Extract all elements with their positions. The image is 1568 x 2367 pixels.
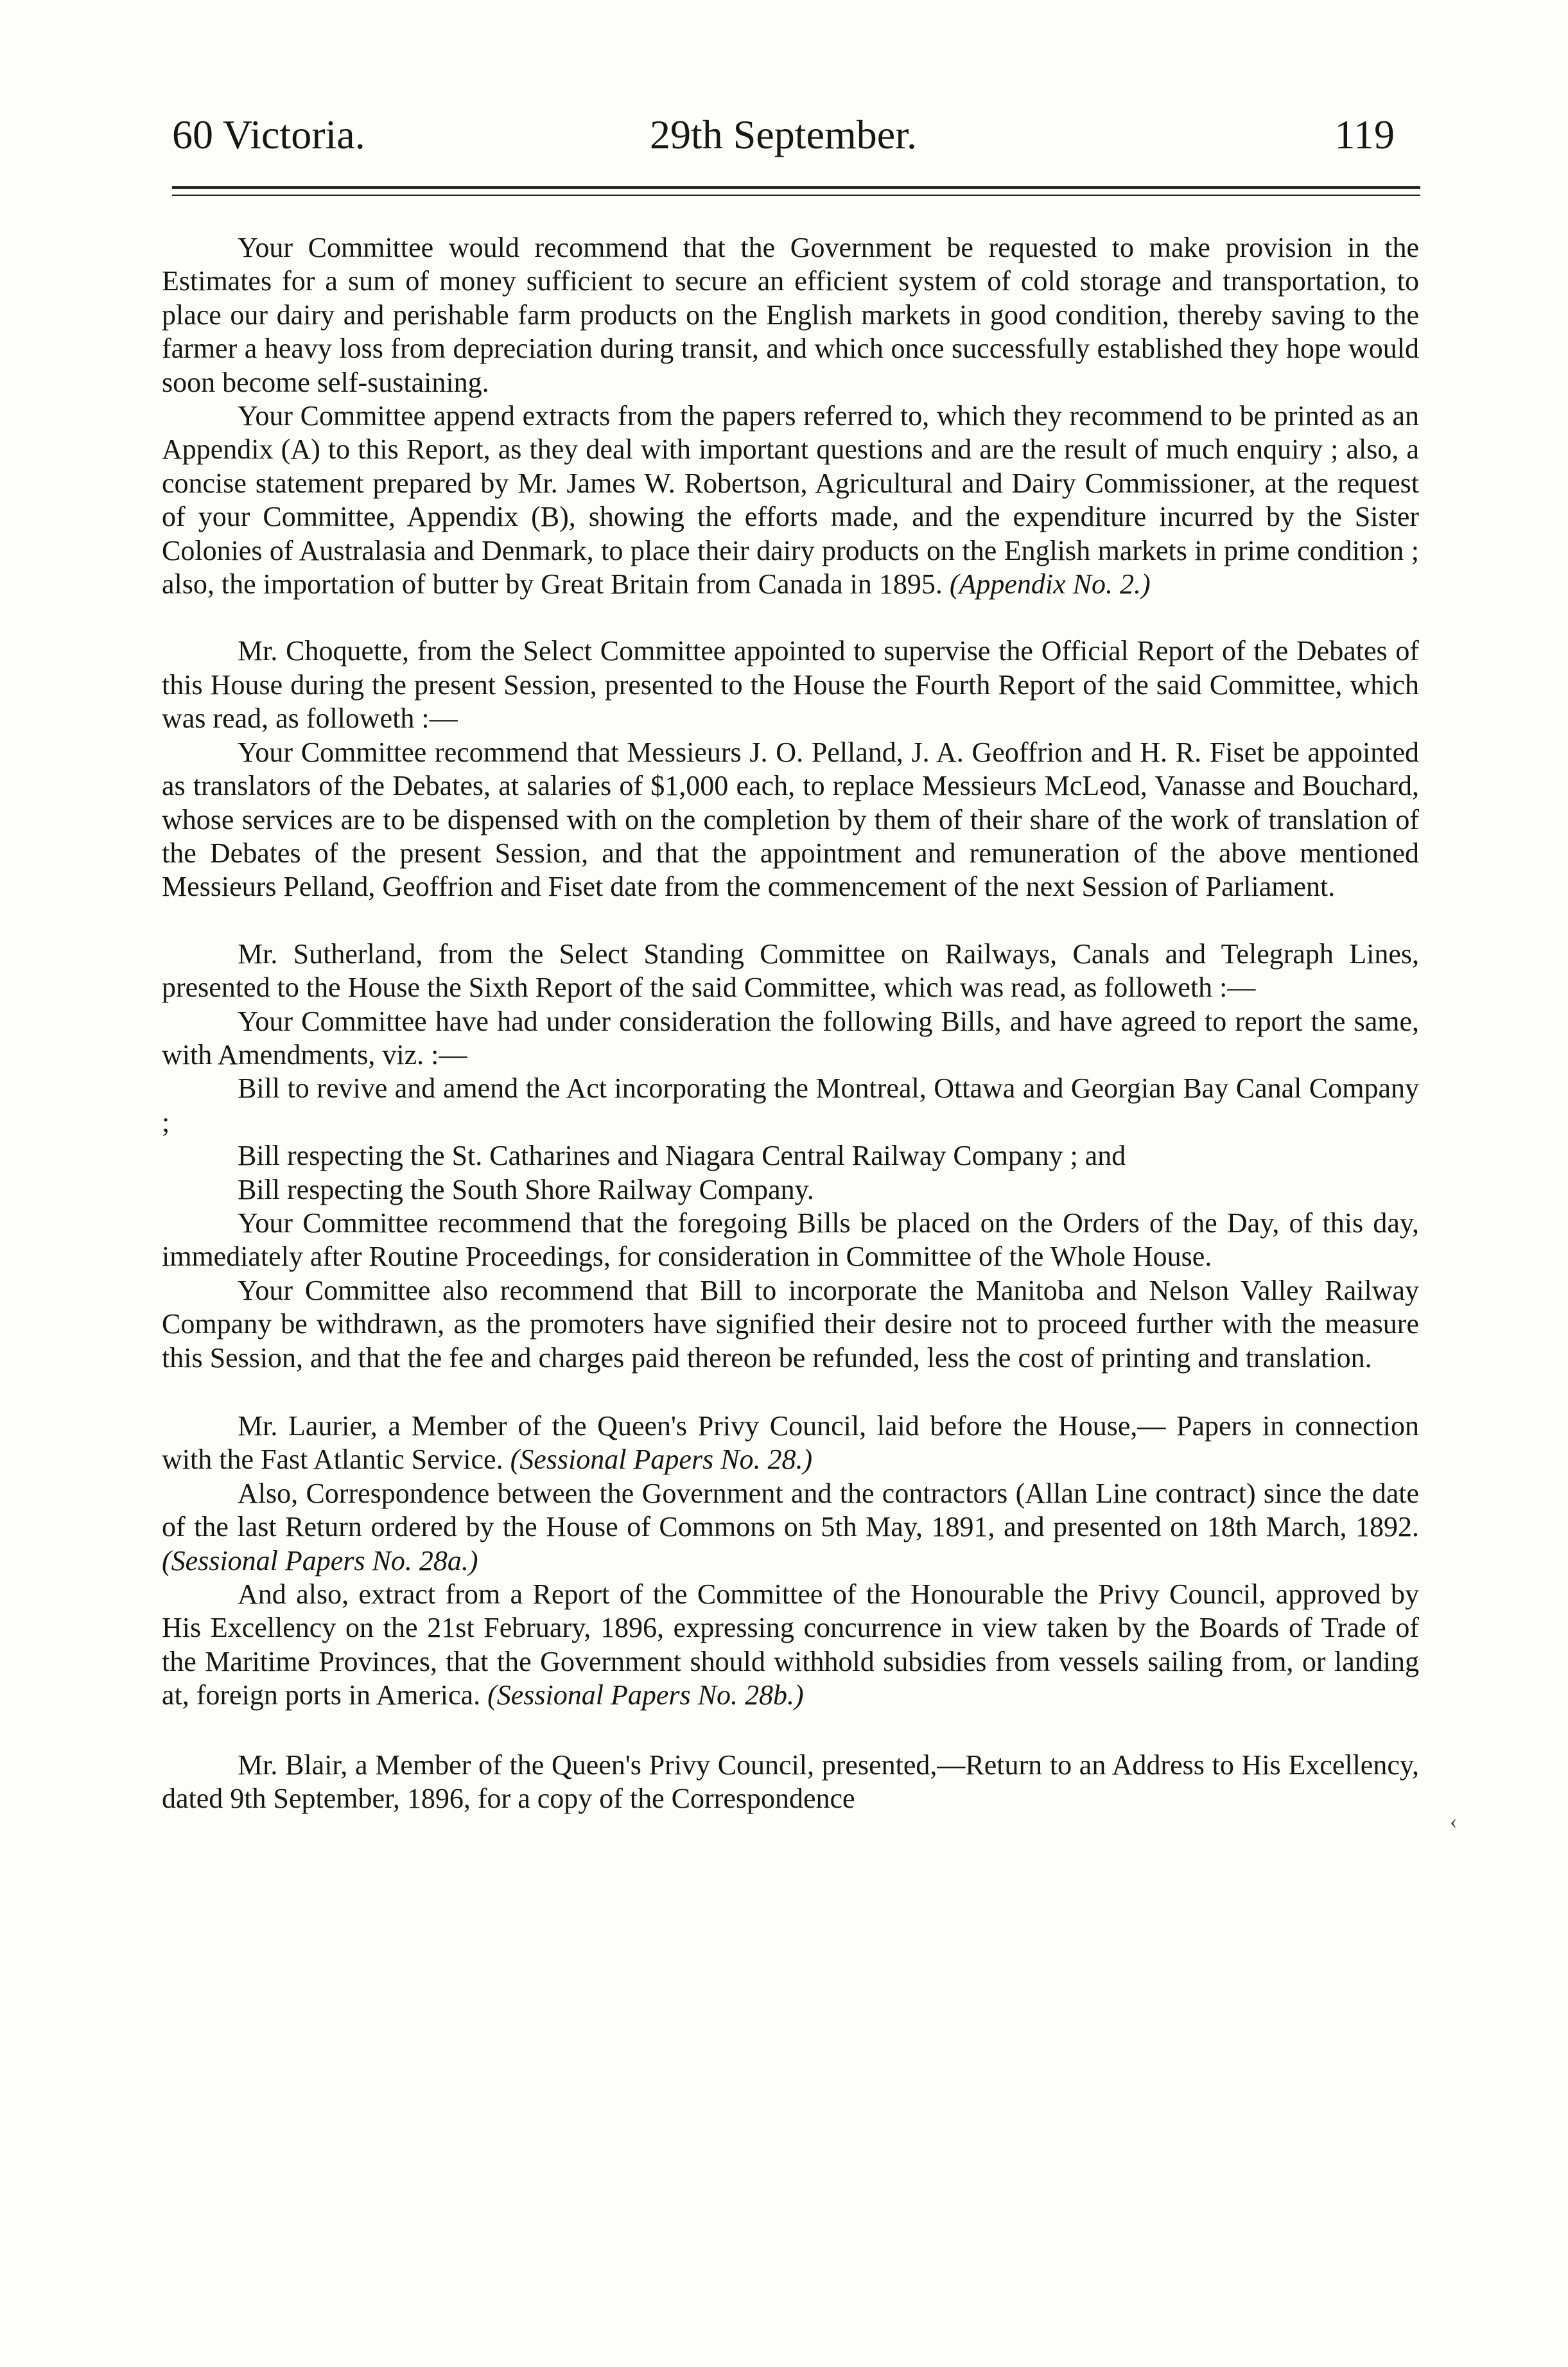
paragraph-sutherland: Mr. Sutherland, from the Select Standing Committee on Railways, Canals and Telegraph Lines, presented to the House the Sixth Report of the said Committee, which was read, as followeth :— [162, 938, 1419, 1004]
header-date: 29th September. [650, 112, 917, 157]
paragraph-laurier-text: Mr. Laurier, a Member of the Queen's Privy Council, laid before the House,— Papers in connection with the Fast Atlantic Service. [162, 1410, 1419, 1476]
bill-item-montreal-ottawa: Bill to revive and amend the Act incorporating the Montreal, Ottawa and Georgian Bay Canal Company ; [162, 1072, 1419, 1138]
paragraph-appendix [162, 399, 1419, 601]
header-rule-thin [172, 195, 1420, 196]
paragraph-appendix-text: Your Committee append extracts from the papers referred to, which they recommend to be printed as an Appendix (A) to this Report, as they deal with important questions and are the result of much enquiry ; also, a concise statement prepared by Mr. James W. Robertson, Agricultural and Dairy Commissioner, at the request of your Committee, Appendix (B), showing the efforts made, and the expenditure incurred by the Sister Colonies of Australasia and Denmark, to place their dairy products on the English markets in prime condition ; also, the importation of butter by Great Britain from Canada in 1895. [162, 400, 1419, 600]
paragraph-privy-council-extract-text: And also, extract from a Report of the Committee of the Honourable the Privy Council, approved by His Excellency on the 21st February, 1896, expressing concurrence in view taken by the Boards of Trade of the Maritime Provinces, that the Government should withhold subsidies from vessels sailing from, or landing at, foreign ports in America. [162, 1578, 1419, 1711]
paragraph-translators: Your Committee recommend that Messieurs J. O. Pelland, J. A. Geoffrion and H. R. Fiset be appointed as translators of the Debates, at salaries of $1,000 each, to replace Messieurs McLeod, Vanasse and Bouchard, whose services are to be dispensed with on the completion by them of their share of the work of translation of the Debates of the present Session, and that the appointment and remuneration of the above mentioned Messieurs Pelland, Geoffrion and Fiset date from the commencement of the next Session of Parliament. [162, 736, 1419, 903]
paragraph-correspondence-text: Also, Correspondence between the Government and the contractors (Allan Line contract) since the date of the last Return ordered by the House of Commons on 5th May, 1891, and presented on 18th March, 1892. [162, 1477, 1419, 1543]
paragraph-bills-intro: Your Committee have had under consideration the following Bills, and have agreed to report the same, with Amendments, viz. :— [162, 1005, 1419, 1070]
running-header [172, 103, 1407, 167]
sessional-paper-28a: (Sessional Papers No. 28a.) [162, 1544, 478, 1577]
paragraph-blair: Mr. Blair, a Member of the Queen's Privy Council, presented,—Return to an Address to His Excellency, dated 9th September, 1896, for a copy of the Correspondence [162, 1749, 1419, 1815]
paragraph-laurier [162, 1410, 1419, 1477]
sessional-paper-28b: (Sessional Papers No. 28b.) [487, 1679, 804, 1711]
bill-item-st-catharines: Bill respecting the St. Catharines and Niagara Central Railway Company ; and [238, 1140, 1126, 1172]
appendix-reference: (Appendix No. 2.) [949, 568, 1151, 600]
header-rule-thick [172, 186, 1420, 189]
paragraph-correspondence [162, 1477, 1419, 1578]
paragraph-manitoba-nelson: Your Committee also recommend that Bill to incorporate the Manitoba and Nelson Valley Railway Company be withdrawn, as the promoters have signified their desire not to proceed further with the measure this Session, and that the fee and charges paid thereon be refunded, less the cost of printing and translation. [162, 1274, 1419, 1374]
bill-item-south-shore: Bill respecting the South Shore Railway Company. [238, 1173, 814, 1205]
margin-mark: ‹ [1450, 1810, 1458, 1833]
header-regnal-year: 60 Victoria. [172, 112, 365, 157]
paragraph-orders-of-day: Your Committee recommend that the foregoing Bills be placed on the Orders of the Day, of this day, immediately after Routine Proceedings, for consideration in Committee of the Whole House. [162, 1207, 1419, 1273]
paragraph-privy-council-extract [162, 1578, 1419, 1713]
paragraph-cold-storage: Your Committee would recommend that the Government be requested to make provision in the Estimates for a sum of money sufficient to secure an efficient system of cold storage and transportation, to place our dairy and perishable farm products on the English markets in good condition, thereby saving to the farmer a heavy loss from depreciation during transit, and which once successfully established they hope would soon become self-sustaining. [162, 232, 1419, 398]
paragraph-choquette: Mr. Choquette, from the Select Committee appointed to supervise the Official Report of the Debates of this House during the present Session, presented to the House the Fourth Report of the said Committee, which was read, as followeth :— [162, 635, 1419, 735]
document-body [162, 231, 1419, 1815]
sessional-paper-28: (Sessional Papers No. 28.) [510, 1444, 813, 1476]
page-number: 119 [1334, 112, 1395, 157]
